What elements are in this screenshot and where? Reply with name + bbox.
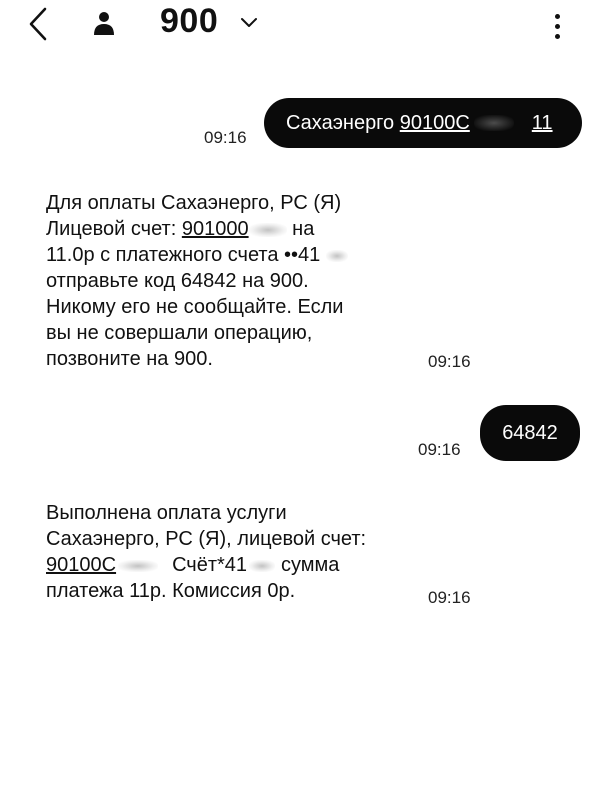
message-line: Никому его не сообщайте. Если <box>46 296 344 318</box>
incoming-message <box>46 190 406 372</box>
message-text: 64842 <box>502 421 558 444</box>
message-time: 09:16 <box>428 352 471 371</box>
message-text: Лицевой счет: <box>46 218 182 240</box>
message-line: Сахаэнерго, РС (Я), лицевой счет: <box>46 528 367 550</box>
outgoing-message-bubble[interactable] <box>264 98 582 148</box>
more-vert-icon-dot <box>555 34 560 39</box>
more-vert-icon <box>555 14 560 19</box>
account-number-link[interactable]: 90100С <box>46 554 117 576</box>
person-icon <box>92 10 116 36</box>
message-text: 11.0р с платежного счета ••41 <box>46 244 321 266</box>
message-line <box>46 552 406 578</box>
incoming-message <box>46 500 406 604</box>
message-time: 09:16 <box>428 588 471 607</box>
message-line: Выполнена оплата услуги <box>46 502 287 524</box>
redacted-digits <box>474 115 514 131</box>
message-line: платежа 11р. Комиссия 0р. <box>46 580 296 602</box>
redacted-digits <box>118 560 158 572</box>
message-line: Для оплаты Сахаэнерго, РС (Я) <box>46 192 342 214</box>
message-line <box>46 242 406 268</box>
more-vert-icon-dot <box>555 24 560 29</box>
message-line: позвоните на 900. <box>46 348 213 370</box>
more-options-button[interactable] <box>542 6 572 46</box>
message-time: 09:16 <box>204 128 247 147</box>
back-arrow-icon <box>28 7 48 41</box>
redacted-digits <box>249 560 275 572</box>
message-line: отправьте код 64842 на 900. <box>46 270 309 292</box>
account-number-link[interactable]: 90100С <box>399 111 470 134</box>
message-time: 09:16 <box>418 440 461 459</box>
redacted-digits <box>326 250 348 262</box>
account-number-link[interactable]: 901000 <box>181 218 249 240</box>
message-text: сумма <box>281 554 340 576</box>
message-line <box>46 216 406 242</box>
amount-link[interactable]: 11 <box>531 111 553 134</box>
chevron-down-icon[interactable] <box>240 16 258 30</box>
redacted-digits <box>249 223 287 237</box>
back-button[interactable] <box>20 6 56 42</box>
conversation-header <box>0 0 600 60</box>
message-text: на <box>286 218 315 240</box>
outgoing-message-bubble[interactable] <box>480 405 580 461</box>
message-text: Счёт*41 <box>172 554 248 576</box>
message-line: вы не совершали операцию, <box>46 322 313 344</box>
contact-name[interactable]: 900 <box>160 2 219 40</box>
message-text: Сахаэнерго <box>286 111 400 134</box>
